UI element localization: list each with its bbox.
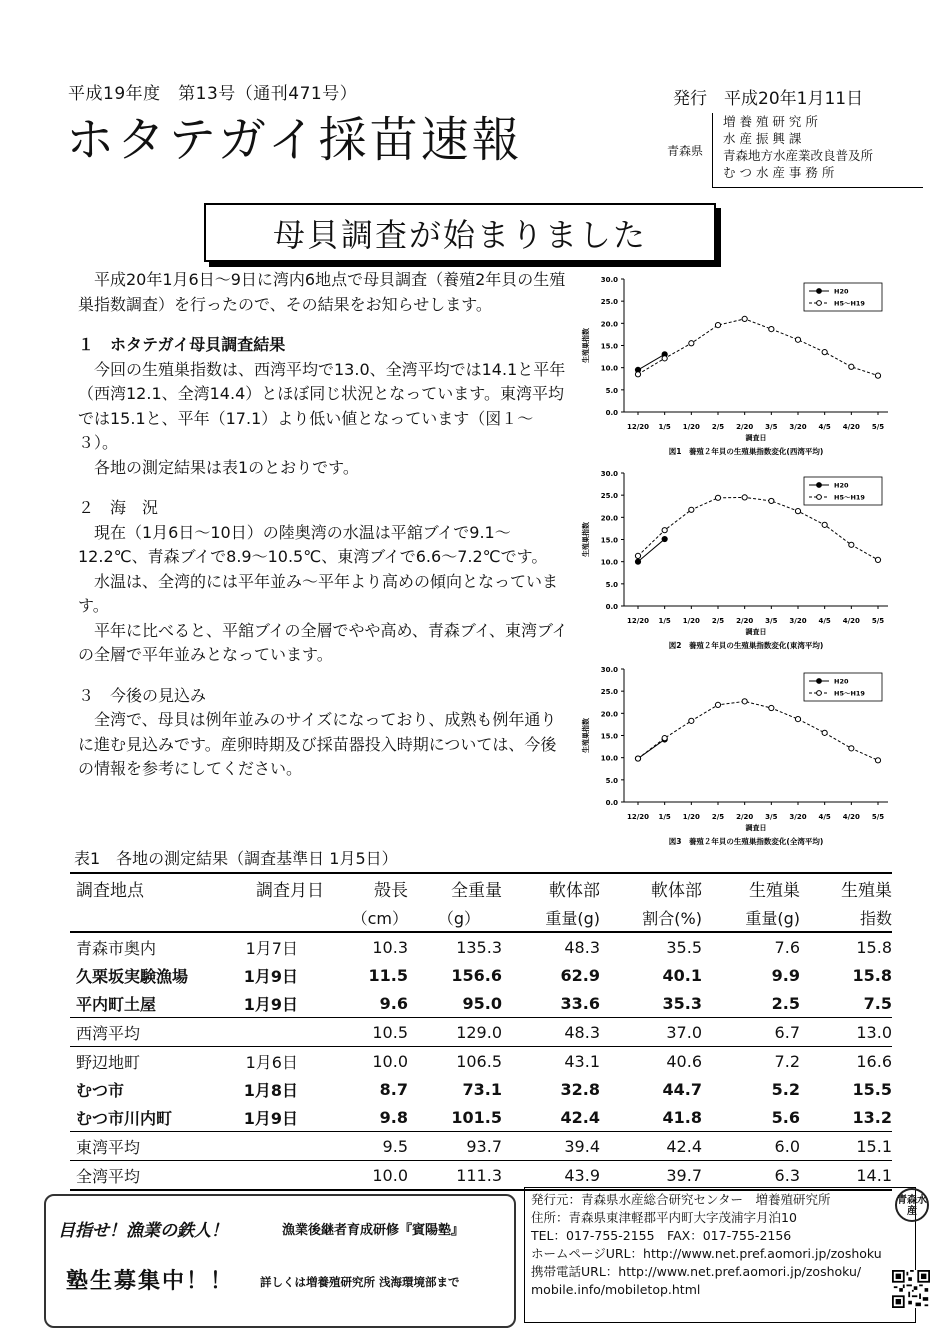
chart-figure-3: [576, 660, 898, 850]
y-axis-label: 生殖巣指数: [582, 522, 590, 557]
table-caption: 表1 各地の測定結果（調査基準日 1月5日）: [74, 849, 398, 868]
col-header: 調査月日: [256, 881, 324, 901]
publisher-item: む つ 水 産 事 務 所: [723, 165, 835, 180]
cell-value: 9.6: [379, 993, 408, 1013]
contact-mobile-url[interactable]: 携帯電話URL：http://www.net.pref.aomori.jp/zoshoku/: [531, 1264, 862, 1279]
col-header: （cm）: [351, 908, 408, 928]
cell-value: 11.5: [368, 965, 408, 985]
qr-code-icon: [892, 1270, 930, 1308]
cell-value: 48.3: [564, 937, 600, 957]
y-tick-label: 10.0: [600, 754, 618, 763]
col-header: 軟体部: [651, 881, 702, 901]
data-point: [822, 350, 827, 355]
cell-date: 1月9日: [243, 1108, 298, 1128]
cell-value: 73.1: [462, 1079, 502, 1099]
series-line-H20: [638, 354, 665, 370]
chart-figure-2: [576, 464, 898, 654]
series-line-H5～H19: [638, 497, 878, 560]
cell-location: 平内町土屋: [76, 994, 157, 1014]
contact-publisher: 発行元：青森県水産総合研究センター 増養殖研究所: [531, 1192, 831, 1207]
x-tick-label: 4/5: [818, 423, 831, 431]
legend-marker: [817, 679, 822, 684]
cell-value: 93.7: [466, 1136, 502, 1156]
cell-value: 95.0: [462, 993, 502, 1013]
section-3-heading: ３ 今後の見込み: [78, 685, 207, 705]
series-line-H20: [638, 539, 665, 562]
cell-value: 39.7: [666, 1165, 702, 1185]
legend-label: H20: [834, 287, 849, 296]
x-tick-label: 2/5: [711, 813, 725, 821]
y-tick-label: 20.0: [600, 710, 618, 719]
y-tick-label: 5.0: [605, 580, 618, 589]
cell-value: 6.3: [774, 1165, 800, 1185]
data-point: [689, 718, 694, 723]
cell-value: 6.0: [774, 1136, 800, 1156]
cell-value: 10.0: [372, 1051, 408, 1071]
x-tick-label: 4/5: [818, 813, 831, 821]
cell-value: 13.0: [856, 1022, 892, 1042]
x-tick-label: 12/20: [626, 423, 650, 431]
cell-value: 135.3: [456, 937, 502, 957]
y-tick-label: 30.0: [600, 276, 618, 284]
cell-value: 5.6: [771, 1107, 800, 1127]
x-tick-label: 2/20: [736, 813, 754, 821]
cell-date: 1月6日: [245, 1052, 298, 1072]
y-tick-label: 10.0: [600, 558, 618, 567]
y-tick-label: 10.0: [600, 364, 618, 373]
x-tick-label: 5/5: [871, 423, 885, 431]
results-table: [70, 872, 892, 1191]
publish-date: 発行 平成20年1月11日: [673, 89, 864, 109]
cell-value: 7.5: [863, 993, 892, 1013]
x-tick-label: 1/5: [658, 423, 671, 431]
promo-slogan: 目指せ！漁業の鉄人！: [58, 1221, 228, 1241]
cell-value: 14.1: [856, 1165, 892, 1185]
cell-value: 42.4: [666, 1136, 702, 1156]
legend-label: H20: [834, 677, 849, 686]
data-point: [795, 716, 800, 721]
prefecture-label: 青森県: [667, 144, 704, 158]
cell-date: 1月9日: [243, 994, 298, 1014]
data-point: [662, 736, 667, 741]
y-tick-label: 20.0: [600, 514, 618, 523]
x-tick-label: 2/20: [736, 617, 754, 625]
data-point: [875, 373, 880, 378]
cell-value: 6.7: [774, 1022, 800, 1042]
data-point: [769, 498, 774, 503]
col-header: 軟体部: [549, 881, 600, 901]
table-row: [70, 1075, 892, 1103]
cell-value: 106.5: [456, 1051, 502, 1071]
cell-location: 全湾平均: [76, 1166, 141, 1186]
cell-location: むつ市: [76, 1080, 125, 1100]
x-tick-label: 2/20: [736, 423, 754, 431]
data-point: [715, 323, 720, 328]
data-point: [875, 557, 880, 562]
legend-label: H5～H19: [834, 493, 865, 502]
cell-value: 32.8: [560, 1079, 600, 1099]
col-header: 重量(g): [745, 908, 800, 928]
series-line-H20: [638, 739, 665, 758]
legend-marker: [817, 495, 822, 500]
data-point: [822, 522, 827, 527]
contact-address: 住所：青森県東津軽郡平内町大字茂浦字月泊10: [531, 1210, 797, 1225]
cell-value: 40.6: [666, 1051, 702, 1071]
cell-value: 40.1: [662, 965, 702, 985]
cell-value: 129.0: [456, 1022, 502, 1042]
y-tick-label: 15.0: [600, 732, 618, 741]
col-header: [230, 903, 338, 932]
cell-value: 62.9: [560, 965, 600, 985]
cell-date: [230, 1018, 338, 1047]
cell-value: 9.8: [379, 1107, 408, 1127]
x-tick-label: 4/20: [842, 423, 860, 431]
y-tick-label: 25.0: [600, 298, 618, 307]
x-tick-label: 5/5: [871, 813, 885, 821]
col-header: 生殖巣: [841, 881, 892, 901]
x-tick-label: 4/20: [842, 813, 860, 821]
data-point: [795, 337, 800, 342]
x-tick-label: 5/5: [871, 617, 885, 625]
y-tick-label: 15.0: [600, 342, 618, 351]
chart-1-svg: [576, 270, 898, 460]
x-tick-label: 3/5: [765, 813, 778, 821]
headline-box: [204, 203, 716, 262]
cell-date: [230, 1161, 338, 1191]
cell-date: [230, 1132, 338, 1161]
x-tick-label: 12/20: [626, 617, 650, 625]
institute-seal: 青森水産: [895, 1188, 929, 1222]
cell-value: 101.5: [451, 1107, 502, 1127]
section-1-paragraph: 今回の生殖巣指数は、西湾平均で13.0、全湾平均では14.1と平年（西湾12.1、全湾14.4）とほぼ同じ状況となっています。東湾平均では15.1と、平年（17.1）より低い値となっています（図１～３）。: [78, 359, 566, 452]
section-2-paragraph: 現在（1月6日～10日）の陸奥湾の水温は平舘ブイで9.1～12.2℃、青森ブイで8.9～10.5℃、東湾ブイで6.6～7.2℃です。: [78, 522, 548, 566]
data-point: [662, 528, 667, 533]
data-point: [822, 730, 827, 735]
cell-date: 1月9日: [243, 966, 298, 986]
cell-location: 青森市奥内: [76, 938, 157, 958]
data-point: [849, 542, 854, 547]
section-2-paragraph: 平年に比べると、平舘ブイの全層でやや高め、青森ブイ、東湾ブイの全層で平年並みとなっています。: [78, 620, 568, 664]
cell-value: 48.3: [564, 1022, 600, 1042]
section-2-heading: ２ 海 況: [78, 498, 159, 517]
legend-marker: [817, 483, 822, 488]
legend-marker: [817, 301, 822, 306]
data-point: [742, 316, 747, 321]
x-tick-label: 2/5: [711, 423, 725, 431]
cell-location: むつ市川内町: [76, 1108, 173, 1128]
promo-box: [44, 1194, 516, 1328]
cell-value: 39.4: [564, 1136, 600, 1156]
data-point: [769, 326, 774, 331]
publisher-list: [712, 113, 923, 188]
col-header: 調査地点: [76, 881, 144, 901]
cell-value: 15.8: [856, 937, 892, 957]
y-tick-label: 5.0: [605, 386, 618, 395]
table-row: [70, 932, 892, 961]
data-point: [849, 746, 854, 751]
cell-location: 西湾平均: [76, 1023, 141, 1043]
cell-value: 15.1: [856, 1136, 892, 1156]
x-tick-label: 12/20: [626, 813, 650, 821]
contact-tel: TEL：017-755-2155 FAX：017-755-2156: [531, 1228, 792, 1243]
y-axis-label: 生殖巣指数: [582, 718, 590, 753]
cell-value: 41.8: [662, 1107, 702, 1127]
data-point: [635, 756, 640, 761]
cell-value: 35.3: [662, 993, 702, 1013]
cell-value: 156.6: [451, 965, 502, 985]
cell-value: 15.8: [852, 965, 892, 985]
x-tick-label: 3/20: [789, 813, 807, 821]
cell-value: 111.3: [456, 1165, 502, 1185]
cell-value: 8.7: [379, 1079, 408, 1099]
col-header: 重量(g): [545, 908, 600, 928]
x-axis-label: 調査日: [745, 824, 767, 832]
y-tick-label: 0.0: [605, 409, 618, 417]
section-1-heading: １ ホタテガイ母貝調査結果: [78, 335, 286, 354]
publisher-item: 水 産 振 興 課: [723, 131, 802, 146]
table-row: [70, 1018, 892, 1047]
headline: 母貝調査が始まりました: [272, 215, 647, 254]
data-point: [742, 495, 747, 500]
cell-value: 44.7: [662, 1079, 702, 1099]
y-tick-label: 30.0: [600, 470, 618, 478]
cell-value: 15.5: [852, 1079, 892, 1099]
x-tick-label: 3/5: [765, 423, 778, 431]
data-point: [635, 553, 640, 558]
table-row: [70, 1132, 892, 1161]
promo-recruit: 塾生募集中！！: [66, 1269, 235, 1294]
legend-label: H5～H19: [834, 689, 865, 698]
col-header: 殻長: [374, 881, 408, 901]
cell-location: 久栗坂実験漁場: [76, 966, 189, 986]
issue-number: 平成19年度 第13号（通刊471号）: [68, 84, 358, 104]
x-axis-label: 調査日: [745, 434, 767, 442]
y-tick-label: 20.0: [600, 320, 618, 329]
table-row: [70, 1047, 892, 1076]
legend-label: H5～H19: [834, 299, 865, 308]
data-point: [715, 702, 720, 707]
section-2-paragraph: 水温は、全湾的には平年並み～平年より高めの傾向となっています。: [78, 571, 559, 615]
article-body: [78, 268, 568, 782]
cell-date: 1月7日: [245, 938, 298, 958]
cell-value: 37.0: [666, 1022, 702, 1042]
intro-paragraph: 平成20年1月6日～9日に湾内6地点で母貝調査（養殖2年貝の生殖巣指数調査）を行ったので、その結果をお知らせします。: [78, 270, 566, 314]
y-tick-label: 15.0: [600, 536, 618, 545]
cell-value: 16.6: [856, 1051, 892, 1071]
cell-date: 1月8日: [243, 1080, 298, 1100]
contact-mobile-url-cont[interactable]: mobile.info/mobiletop.html: [531, 1282, 701, 1297]
table-row: [70, 961, 892, 989]
x-tick-label: 1/20: [682, 423, 700, 431]
promo-contact-note: 詳しくは増養殖研究所 浅海環境部まで: [260, 1275, 460, 1289]
data-point: [742, 699, 747, 704]
col-header: 生殖巣: [749, 881, 800, 901]
col-header: 指数: [859, 908, 892, 928]
data-point: [662, 356, 667, 361]
col-header: （g）: [437, 908, 480, 928]
table-row: [70, 989, 892, 1018]
section-3-paragraph: 全湾で、母貝は例年並みのサイズになっており、成熟も例年通りに進む見込みです。産卵時期及び採苗器投入時期については、今後の情報を参考にしてください。: [78, 710, 557, 778]
table-row: [70, 1103, 892, 1132]
series-line-H5～H19: [638, 701, 878, 760]
table-header-row: [70, 903, 892, 932]
y-tick-label: 0.0: [605, 603, 618, 611]
data-point: [795, 509, 800, 514]
data-point: [769, 705, 774, 710]
cell-value: 9.5: [382, 1136, 408, 1156]
y-tick-label: 25.0: [600, 688, 618, 697]
data-point: [635, 372, 640, 377]
cell-value: 10.0: [372, 1165, 408, 1185]
table-row: [70, 1161, 892, 1191]
chart-title: 図3 養殖２年貝の生殖巣指数変化(全湾平均): [668, 837, 824, 846]
x-axis-label: 調査日: [745, 628, 767, 636]
cell-value: 10.3: [372, 937, 408, 957]
series-line-H5～H19: [638, 319, 878, 376]
x-tick-label: 1/20: [682, 813, 700, 821]
y-axis-label: 生殖巣指数: [582, 328, 590, 363]
cell-value: 42.4: [560, 1107, 600, 1127]
chart-title: 図2 養殖２年貝の生殖巣指数変化(東湾平均): [668, 641, 824, 650]
publisher-item: 増 養 殖 研 究 所: [723, 114, 818, 129]
x-tick-label: 1/5: [658, 813, 671, 821]
col-header: 全重量: [451, 881, 502, 901]
x-tick-label: 3/5: [765, 617, 778, 625]
y-tick-label: 25.0: [600, 492, 618, 501]
cell-location: 東湾平均: [76, 1137, 141, 1157]
chart-figure-1: [576, 270, 898, 460]
x-tick-label: 1/5: [658, 617, 671, 625]
promo-program: 漁業後継者育成研修『賓陽塾』: [282, 1223, 465, 1238]
chart-3-svg: [576, 660, 898, 850]
data-point: [849, 364, 854, 369]
cell-value: 7.6: [774, 937, 800, 957]
data-point: [689, 341, 694, 346]
chart-title: 図1 養殖２年貝の生殖巣指数変化(西湾平均): [668, 447, 824, 456]
x-tick-label: 4/5: [818, 617, 831, 625]
cell-value: 5.2: [771, 1079, 800, 1099]
x-tick-label: 3/20: [789, 617, 807, 625]
contact-box: [524, 1187, 916, 1323]
table-header-row: [70, 873, 892, 903]
contact-homepage[interactable]: ホームページURL：http://www.net.pref.aomori.jp/zoshoku: [531, 1246, 882, 1261]
chart-2-svg: [576, 464, 898, 654]
x-tick-label: 2/5: [711, 617, 725, 625]
x-tick-label: 1/20: [682, 617, 700, 625]
data-point: [635, 559, 640, 564]
cell-value: 9.9: [771, 965, 800, 985]
cell-value: 35.5: [666, 937, 702, 957]
legend-marker: [817, 289, 822, 294]
cell-value: 43.1: [564, 1051, 600, 1071]
cell-value: 43.9: [564, 1165, 600, 1185]
x-tick-label: 4/20: [842, 617, 860, 625]
col-header: 割合(%): [642, 908, 702, 928]
publisher-item: 青森地方水産業改良普及所: [723, 148, 874, 163]
cell-value: 7.2: [774, 1051, 800, 1071]
table-body: [70, 932, 892, 1190]
y-tick-label: 30.0: [600, 666, 618, 674]
data-point: [689, 507, 694, 512]
legend-label: H20: [834, 481, 849, 490]
x-tick-label: 3/20: [789, 423, 807, 431]
legend-marker: [817, 691, 822, 696]
section-1-paragraph: 各地の測定結果は表1のとおりです。: [94, 457, 359, 477]
newsletter-title: ホタテガイ採苗速報: [66, 112, 523, 168]
cell-location: 野辺地町: [76, 1052, 141, 1072]
cell-value: 10.5: [372, 1022, 408, 1042]
cell-value: 33.6: [560, 993, 600, 1013]
cell-value: 13.2: [852, 1107, 892, 1127]
y-tick-label: 5.0: [605, 776, 618, 785]
data-point: [875, 758, 880, 763]
col-header: [70, 903, 230, 932]
data-point: [662, 536, 667, 541]
data-point: [715, 495, 720, 500]
y-tick-label: 0.0: [605, 799, 618, 807]
cell-value: 2.5: [771, 993, 800, 1013]
